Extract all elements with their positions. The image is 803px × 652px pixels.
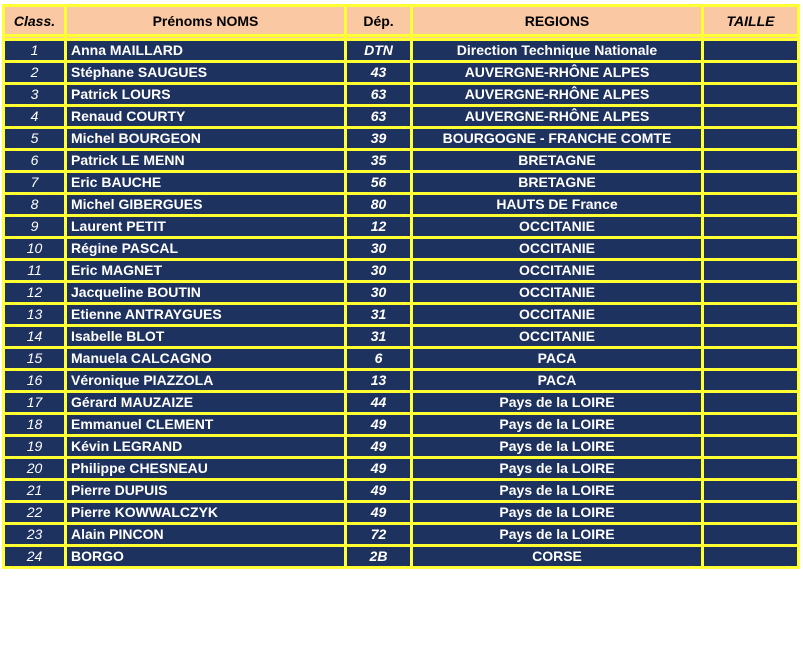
name-cell[interactable]: Pierre DUPUIS [66, 480, 346, 502]
rank-cell[interactable]: 14 [4, 326, 66, 348]
table-header [4, 6, 799, 40]
size-cell[interactable] [703, 194, 799, 216]
dep-cell[interactable]: 30 [346, 238, 412, 260]
header-dep[interactable]: Dép. [346, 6, 412, 36]
rank-cell[interactable]: 22 [4, 502, 66, 524]
region-cell[interactable]: OCCITANIE [412, 238, 703, 260]
region-cell[interactable]: OCCITANIE [412, 326, 703, 348]
table-row [4, 62, 799, 84]
rank-cell[interactable]: 20 [4, 458, 66, 480]
rank-cell[interactable]: 9 [4, 216, 66, 238]
table-row [4, 216, 799, 238]
name-cell[interactable]: Etienne ANTRAYGUES [66, 304, 346, 326]
dep-cell[interactable]: 49 [346, 458, 412, 480]
size-cell[interactable] [703, 370, 799, 392]
size-cell[interactable] [703, 348, 799, 370]
rank-cell[interactable]: 24 [4, 546, 66, 568]
region-cell[interactable]: Pays de la LOIRE [412, 480, 703, 502]
dep-cell[interactable]: 30 [346, 282, 412, 304]
rank-cell[interactable]: 4 [4, 106, 66, 128]
size-cell[interactable] [703, 458, 799, 480]
name-cell[interactable]: Pierre KOWWALCZYK [66, 502, 346, 524]
name-cell[interactable]: Stéphane SAUGUES [66, 62, 346, 84]
rank-cell[interactable]: 8 [4, 194, 66, 216]
table-row [4, 502, 799, 524]
size-cell[interactable] [703, 84, 799, 106]
rank-cell[interactable]: 1 [4, 40, 66, 62]
size-cell[interactable] [703, 546, 799, 568]
table-row [4, 392, 799, 414]
region-cell[interactable]: Pays de la LOIRE [412, 392, 703, 414]
size-cell[interactable] [703, 40, 799, 62]
size-cell[interactable] [703, 172, 799, 194]
name-cell[interactable]: Manuela CALCAGNO [66, 348, 346, 370]
region-cell[interactable]: PACA [412, 370, 703, 392]
table-row [4, 40, 799, 62]
dep-cell[interactable]: 12 [346, 216, 412, 238]
name-cell[interactable]: Véronique PIAZZOLA [66, 370, 346, 392]
name-cell[interactable]: Kévin LEGRAND [66, 436, 346, 458]
region-cell[interactable]: BRETAGNE [412, 150, 703, 172]
name-cell[interactable]: Michel GIBERGUES [66, 194, 346, 216]
rank-cell[interactable]: 13 [4, 304, 66, 326]
dep-cell[interactable]: 6 [346, 348, 412, 370]
dep-cell[interactable]: 49 [346, 502, 412, 524]
size-cell[interactable] [703, 304, 799, 326]
dep-cell[interactable]: 13 [346, 370, 412, 392]
table-row [4, 458, 799, 480]
table-row [4, 150, 799, 172]
name-cell[interactable]: BORGO [66, 546, 346, 568]
dep-cell[interactable]: 49 [346, 414, 412, 436]
dep-cell[interactable]: 2B [346, 546, 412, 568]
region-cell[interactable]: PACA [412, 348, 703, 370]
name-cell[interactable]: Philippe CHESNEAU [66, 458, 346, 480]
size-cell[interactable] [703, 106, 799, 128]
dep-cell[interactable]: 63 [346, 84, 412, 106]
region-cell[interactable]: OCCITANIE [412, 304, 703, 326]
size-cell[interactable] [703, 502, 799, 524]
header-rank[interactable]: Class. [4, 6, 66, 36]
size-cell[interactable] [703, 238, 799, 260]
table-row [4, 524, 799, 546]
region-cell[interactable]: AUVERGNE-RHÔNE ALPES [412, 62, 703, 84]
rank-cell[interactable]: 17 [4, 392, 66, 414]
size-cell[interactable] [703, 216, 799, 238]
name-cell[interactable]: Emmanuel CLEMENT [66, 414, 346, 436]
table-row [4, 546, 799, 568]
rank-cell[interactable]: 12 [4, 282, 66, 304]
dep-cell[interactable]: 49 [346, 436, 412, 458]
size-cell[interactable] [703, 128, 799, 150]
table-row [4, 128, 799, 150]
table-row [4, 414, 799, 436]
table-row [4, 370, 799, 392]
region-cell[interactable]: AUVERGNE-RHÔNE ALPES [412, 106, 703, 128]
rank-cell[interactable]: 18 [4, 414, 66, 436]
size-cell[interactable] [703, 150, 799, 172]
name-cell[interactable]: Eric MAGNET [66, 260, 346, 282]
table-row [4, 260, 799, 282]
size-cell[interactable] [703, 414, 799, 436]
table-row [4, 326, 799, 348]
dep-cell[interactable]: 80 [346, 194, 412, 216]
name-cell[interactable]: Patrick LE MENN [66, 150, 346, 172]
dep-cell[interactable]: 63 [346, 106, 412, 128]
dep-cell[interactable]: 56 [346, 172, 412, 194]
region-cell[interactable]: HAUTS DE France [412, 194, 703, 216]
region-cell[interactable]: Pays de la LOIRE [412, 524, 703, 546]
rank-cell[interactable]: 5 [4, 128, 66, 150]
name-cell[interactable]: Anna MAILLARD [66, 40, 346, 62]
size-cell[interactable] [703, 480, 799, 502]
rank-cell[interactable]: 7 [4, 172, 66, 194]
dep-cell[interactable]: DTN [346, 40, 412, 62]
rank-cell[interactable]: 19 [4, 436, 66, 458]
region-cell[interactable]: AUVERGNE-RHÔNE ALPES [412, 84, 703, 106]
table-row [4, 282, 799, 304]
name-cell[interactable]: Patrick LOURS [66, 84, 346, 106]
rank-cell[interactable]: 2 [4, 62, 66, 84]
table-body [4, 40, 799, 568]
table-row [4, 172, 799, 194]
header-size[interactable]: TAILLE [703, 6, 799, 36]
size-cell[interactable] [703, 524, 799, 546]
table-row [4, 194, 799, 216]
header-region[interactable]: REGIONS [412, 6, 703, 36]
region-cell[interactable]: Pays de la LOIRE [412, 502, 703, 524]
table-row [4, 238, 799, 260]
region-cell[interactable]: Direction Technique Nationale [412, 40, 703, 62]
dep-cell[interactable]: 72 [346, 524, 412, 546]
size-cell[interactable] [703, 436, 799, 458]
header-row [4, 6, 799, 36]
region-cell[interactable]: OCCITANIE [412, 260, 703, 282]
rank-cell[interactable]: 6 [4, 150, 66, 172]
name-cell[interactable]: Jacqueline BOUTIN [66, 282, 346, 304]
dep-cell[interactable]: 31 [346, 304, 412, 326]
table-row [4, 348, 799, 370]
rank-cell[interactable]: 16 [4, 370, 66, 392]
name-cell[interactable]: Michel BOURGEON [66, 128, 346, 150]
table-row [4, 84, 799, 106]
header-name[interactable]: Prénoms NOMS [66, 6, 346, 36]
table-row [4, 480, 799, 502]
rank-cell[interactable]: 10 [4, 238, 66, 260]
rank-cell[interactable]: 11 [4, 260, 66, 282]
name-cell[interactable]: Laurent PETIT [66, 216, 346, 238]
name-cell[interactable]: Gérard MAUZAIZE [66, 392, 346, 414]
dep-cell[interactable]: 31 [346, 326, 412, 348]
dep-cell[interactable]: 30 [346, 260, 412, 282]
rank-cell[interactable]: 23 [4, 524, 66, 546]
name-cell[interactable]: Alain PINCON [66, 524, 346, 546]
region-cell[interactable]: OCCITANIE [412, 216, 703, 238]
size-cell[interactable] [703, 392, 799, 414]
rank-cell[interactable]: 15 [4, 348, 66, 370]
table-row [4, 436, 799, 458]
rank-cell[interactable]: 3 [4, 84, 66, 106]
name-cell[interactable]: Isabelle BLOT [66, 326, 346, 348]
region-cell[interactable]: CORSE [412, 546, 703, 568]
dep-cell[interactable]: 44 [346, 392, 412, 414]
size-cell[interactable] [703, 282, 799, 304]
size-cell[interactable] [703, 326, 799, 348]
region-cell[interactable]: OCCITANIE [412, 282, 703, 304]
region-cell[interactable]: Pays de la LOIRE [412, 436, 703, 458]
ranking-table [2, 4, 800, 569]
size-cell[interactable] [703, 260, 799, 282]
region-cell[interactable]: BOURGOGNE - FRANCHE COMTE [412, 128, 703, 150]
name-cell[interactable]: Renaud COURTY [66, 106, 346, 128]
region-cell[interactable]: Pays de la LOIRE [412, 458, 703, 480]
dep-cell[interactable]: 43 [346, 62, 412, 84]
dep-cell[interactable]: 39 [346, 128, 412, 150]
dep-cell[interactable]: 35 [346, 150, 412, 172]
name-cell[interactable]: Régine PASCAL [66, 238, 346, 260]
table-row [4, 106, 799, 128]
size-cell[interactable] [703, 62, 799, 84]
region-cell[interactable]: Pays de la LOIRE [412, 414, 703, 436]
dep-cell[interactable]: 49 [346, 480, 412, 502]
name-cell[interactable]: Eric BAUCHE [66, 172, 346, 194]
table-row [4, 304, 799, 326]
rank-cell[interactable]: 21 [4, 480, 66, 502]
region-cell[interactable]: BRETAGNE [412, 172, 703, 194]
